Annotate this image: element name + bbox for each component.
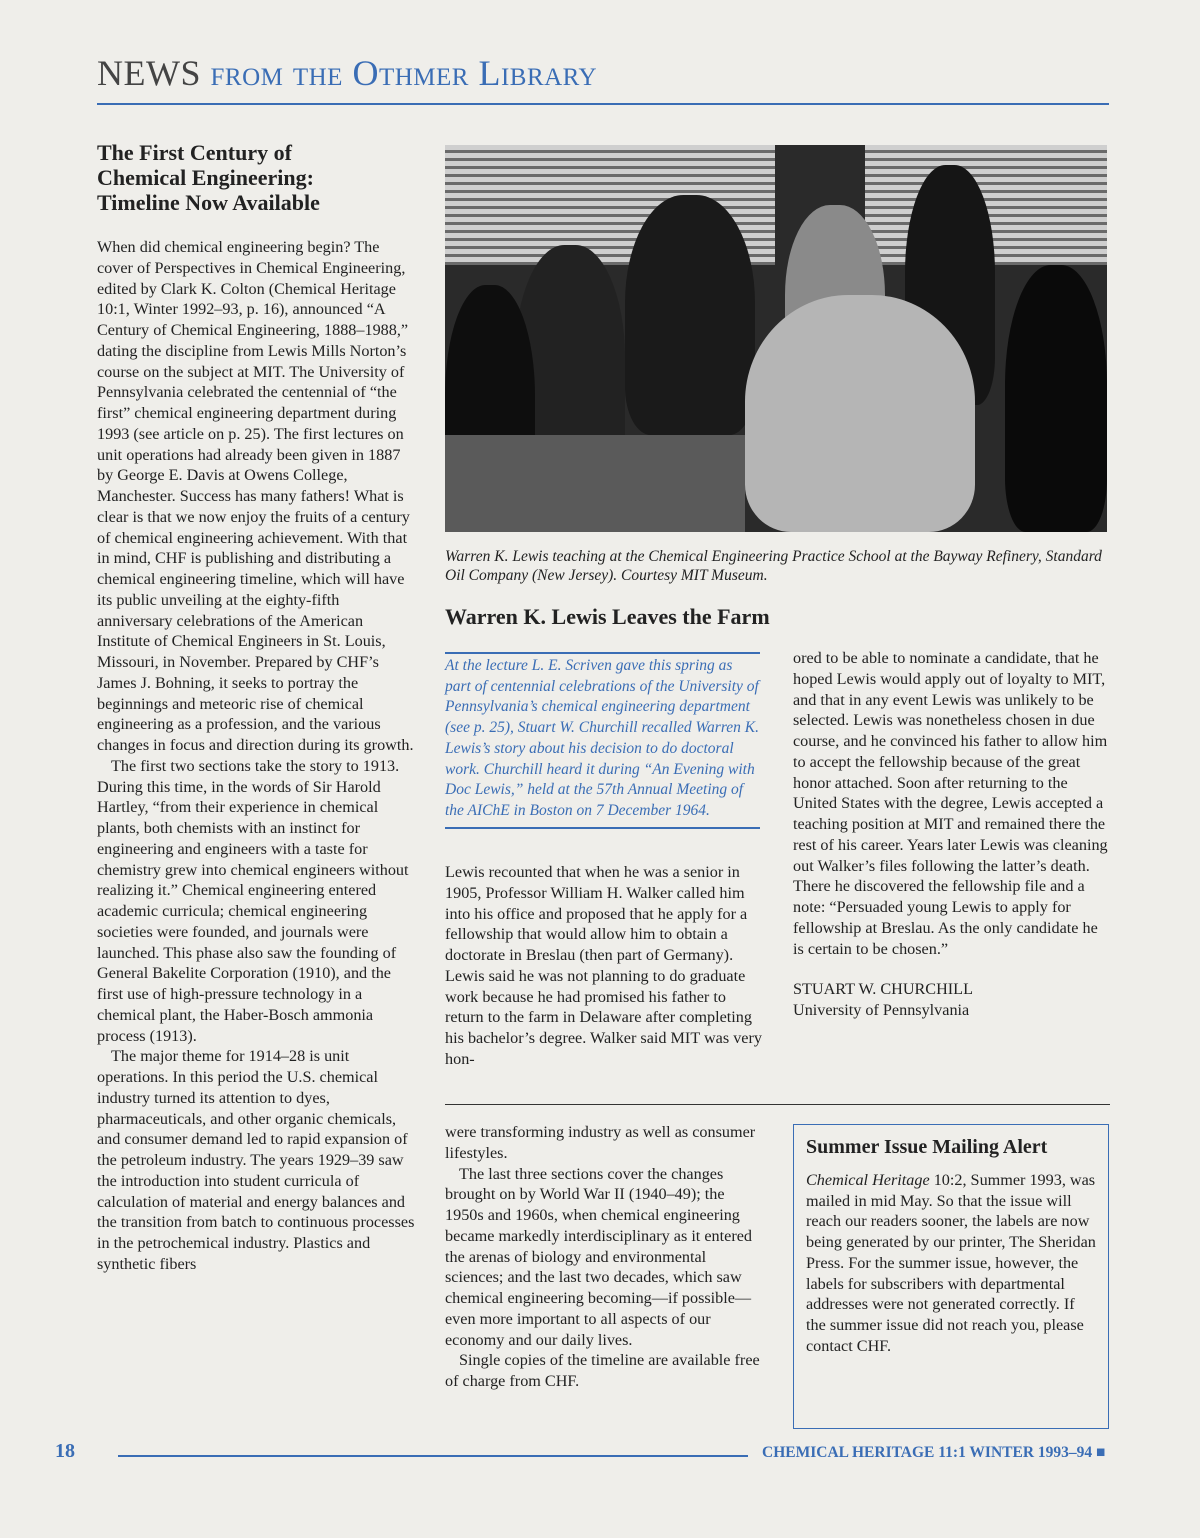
masthead-news: NEWS (97, 53, 201, 93)
footer-rule (118, 1455, 748, 1457)
mailing-alert-box (793, 1124, 1109, 1429)
article-timeline-col2 (445, 1122, 763, 1392)
photo-warren-lewis-class (445, 145, 1107, 532)
page-number: 18 (55, 1440, 75, 1462)
masthead-section: from the Othmer Library (210, 53, 598, 93)
photo-caption: Warren K. Lewis teaching at the Chemical Engineering Practice School at the Bayway Refinery, Standard Oil Company (New Jersey). Courtesy MIT Museum. (445, 548, 1102, 584)
paragraph: The first two sections take the story to 1913. During this time, in the words of Sir Harold Hartley, “from their experience in chemical plants, both chemists with an instinct for engineering and engineers with a taste for chemistry grew into chemical engineers without realizing it.” Chemical engineering entered academic curricula; chemical engineering societies were founded, and journals were launched. This phase also saw the founding of General Bakelite Corporation (1910), and the first use of high-pressure technology in a chemical plant, the Haber-Bosch ammonia process (1913). (97, 756, 409, 1045)
masthead-rule (97, 103, 1109, 105)
author-affiliation: University of Pennsylvania (793, 1001, 970, 1019)
paragraph: were transforming industry as well as consumer lifestyles. (445, 1123, 756, 1162)
article-title: The First Century of Chemical Engineering: Timeline Now Available (97, 140, 320, 215)
paragraph: The last three sections cover the changes brought on by World War II (1940–49); the 1950s and 1960s, when chemical engineering became markedly interdisciplinary as it entered the arenas of biology and environmental sciences; and the last two decades, which saw chemical engineering becoming—if possible—even more important to all aspects of our economy and our daily lives. (445, 1164, 752, 1349)
article-lewis-col3 (793, 648, 1111, 1021)
paragraph: When did chemical engineering begin? The cover of Perspectives in Chemical Engineering, edited by Clark K. Colton (Chemical Heritage 10:1, Winter 1992–93, p. 16), announced “A Century of Chemical Engineering, 1888–1988,” dating the discipline from Lewis Mills Norton’s course on the subject at MIT. The University of Pennsylvania celebrated the centennial of “the first” chemical engineering department during 1993 (see article on p. 25). The first lectures on unit operations had already been given in 1887 by George E. Davis at Owens College, Manchester. Success has many fathers! What is clear is that we now enjoy the fruits of a century of chemical engineering achievement. With that in mind, CHF is publishing and distributing a chemical engineering timeline, which will have its public unveiling at the eighty-fifth anniversary celebrations of the American Institute of Chemical Engineers in St. Louis, Missouri, in November. Prepared by CHF’s James J. Bohning, it seeks to portray the beginnings and meteoric rise of chemical engineering as a profession, and the various changes in focus and direction during its growth. (97, 238, 414, 754)
footer-publication: CHEMICAL HERITAGE 11:1 WINTER 1993–94 ■ (762, 1444, 1106, 1461)
paragraph: Single copies of the timeline are available free of charge from CHF. (445, 1351, 760, 1390)
article-lewis-col2 (445, 862, 763, 1070)
journal-name: Chemical Heritage (806, 1170, 930, 1189)
article-timeline-col1 (97, 140, 415, 1275)
sidebar-title: Summer Issue Mailing Alert (806, 1136, 1048, 1158)
paragraph: Lewis recounted that when he was a senior in 1905, Professor William H. Walker called him into his office and proposed that he apply for a fellowship that would allow him to obtain a doctorate in Breslau (then part of Germany). Lewis said he was not planning to do graduate work because he had promised his father to return to the farm in Delaware after completing his bachelor’s degree. Walker said MIT was very hon- (445, 863, 762, 1068)
paragraph: The major theme for 1914–28 is unit operations. In this period the U.S. chemical industry turned its attention to dyes, pharmaceuticals, and other organic chemicals, and consumer demand led to rapid expansion of the petroleum industry. The years 1929–39 saw the introduction into student curricula of calculation of material and energy balances and the transition from batch to continuous processes in the petrochemical industry. Plastics and synthetic fibers (97, 1047, 415, 1273)
article-title: Warren K. Lewis Leaves the Farm (445, 604, 770, 629)
masthead (97, 52, 597, 94)
sidebar-text: 10:2, Summer 1993, was mailed in mid May. So that the issue will reach our readers sooner, the labels are now being generated by our printer, The Sheridan Press. For the summer issue, however, the labels for subscribers with departmental addresses were not generated correctly. If the summer issue did not reach you, please contact CHF. (806, 1170, 1096, 1355)
author-name: STUART W. CHURCHILL (793, 980, 973, 999)
section-divider (445, 1104, 1110, 1105)
pull-quote: At the lecture L. E. Scriven gave this spring as part of centennial celebrations of the University of Pennsylvania’s chemical engineering department (see p. 25), Stuart W. Churchill recalled Warren K. Lewis’s story about his decision to do doctoral work. Churchill heard it during “An Evening with Doc Lewis,” held at the 57th Annual Meeting of the AIChE in Boston on 7 December 1964. (445, 652, 760, 829)
paragraph: ored to be able to nominate a candidate, that he hoped Lewis would apply out of loyalty to MIT, and that in any event Lewis was unlikely to be selected. Lewis was nonetheless chosen in due course, and he convinced his father to allow him to accept the fellowship because of the great honor attached. Soon after returning to the United States with the degree, Lewis accepted a teaching position at MIT and remained there the rest of his career. Years later Lewis was cleaning out Walker’s files following the latter’s death. There he discovered the fellowship file and a note: “Persuaded young Lewis to apply for fellowship at Breslau. As the only candidate he is certain to be chosen.” (793, 649, 1108, 958)
